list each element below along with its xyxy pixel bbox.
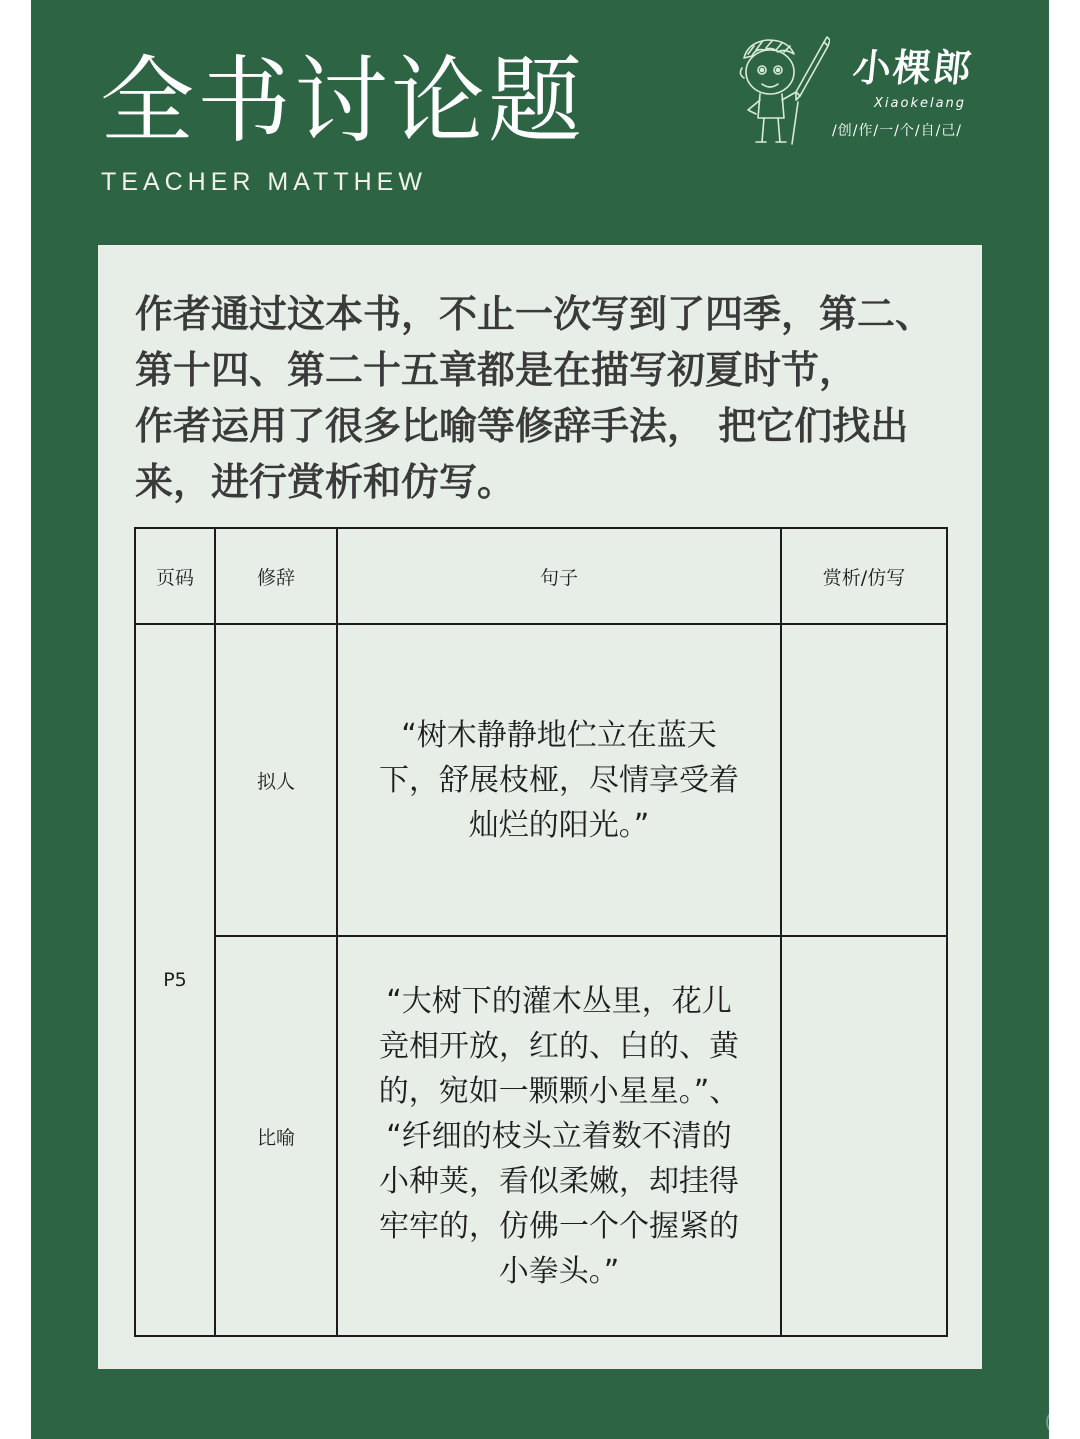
brand-slogan: /创/作/一/个/自/己/ xyxy=(832,123,963,139)
brand-pinyin: Xiaokelang xyxy=(874,96,967,111)
sentence-cell xyxy=(337,936,781,1336)
rhetoric-cell: 拟人 xyxy=(215,624,337,936)
table-row xyxy=(135,624,947,936)
header-sentence: 句子 xyxy=(337,528,781,624)
watermark-icon xyxy=(1046,1409,1072,1435)
sentence-line: 灿烂的阳光。” xyxy=(468,807,650,843)
appreciation-cell[interactable] xyxy=(781,936,947,1336)
question-text xyxy=(135,286,977,510)
appreciation-cell[interactable] xyxy=(781,624,947,936)
page-subtitle: TEACHER MATTHEW xyxy=(101,168,427,196)
question-line: 作者通过这本书，不止一次写到了四季，第二、 xyxy=(135,292,934,336)
sentence-line: “树木静静地伫立在蓝天 xyxy=(401,717,717,753)
header-rhetoric: 修辞 xyxy=(215,528,337,624)
sentence-line: “纤细的枝头立着数不清的 xyxy=(386,1118,732,1154)
sentence-cell xyxy=(337,624,781,936)
sentence-line: 牢牢的，仿佛一个个握紧的 xyxy=(379,1208,739,1244)
boy-with-pencil-icon xyxy=(734,34,830,152)
question-line: 第十四、第二十五章都是在描写初夏时节， xyxy=(135,348,858,392)
sentence-line: 小种荚，看似柔嫩，却挂得 xyxy=(379,1163,739,1199)
rhetoric-table xyxy=(134,527,948,1337)
header-appreciation: 赏析/仿写 xyxy=(781,528,947,624)
question-line: 作者运用了很多比喻等修辞手法， 把它们找出 xyxy=(135,404,909,448)
rhetoric-cell: 比喻 xyxy=(215,936,337,1336)
sentence-line: “大树下的灌木丛里，花儿 xyxy=(386,983,732,1019)
sentence-line: 的，宛如一颗颗小星星。”、 xyxy=(378,1073,740,1109)
brand-name: 小棵郎 xyxy=(850,45,976,90)
sentence-line: 下，舒展枝桠，尽情享受着 xyxy=(379,762,739,798)
question-line: 来，进行赏析和仿写。 xyxy=(135,460,516,504)
header-page: 页码 xyxy=(135,528,215,624)
table-row xyxy=(135,936,947,1336)
sentence-line: 小拳头。” xyxy=(498,1253,620,1289)
table-header-row xyxy=(135,528,947,624)
page-number-cell: P5 xyxy=(135,624,215,1336)
sentence-line: 竞相开放，红的、白的、黄 xyxy=(379,1028,739,1064)
page-title: 全书讨论题 xyxy=(100,47,586,156)
